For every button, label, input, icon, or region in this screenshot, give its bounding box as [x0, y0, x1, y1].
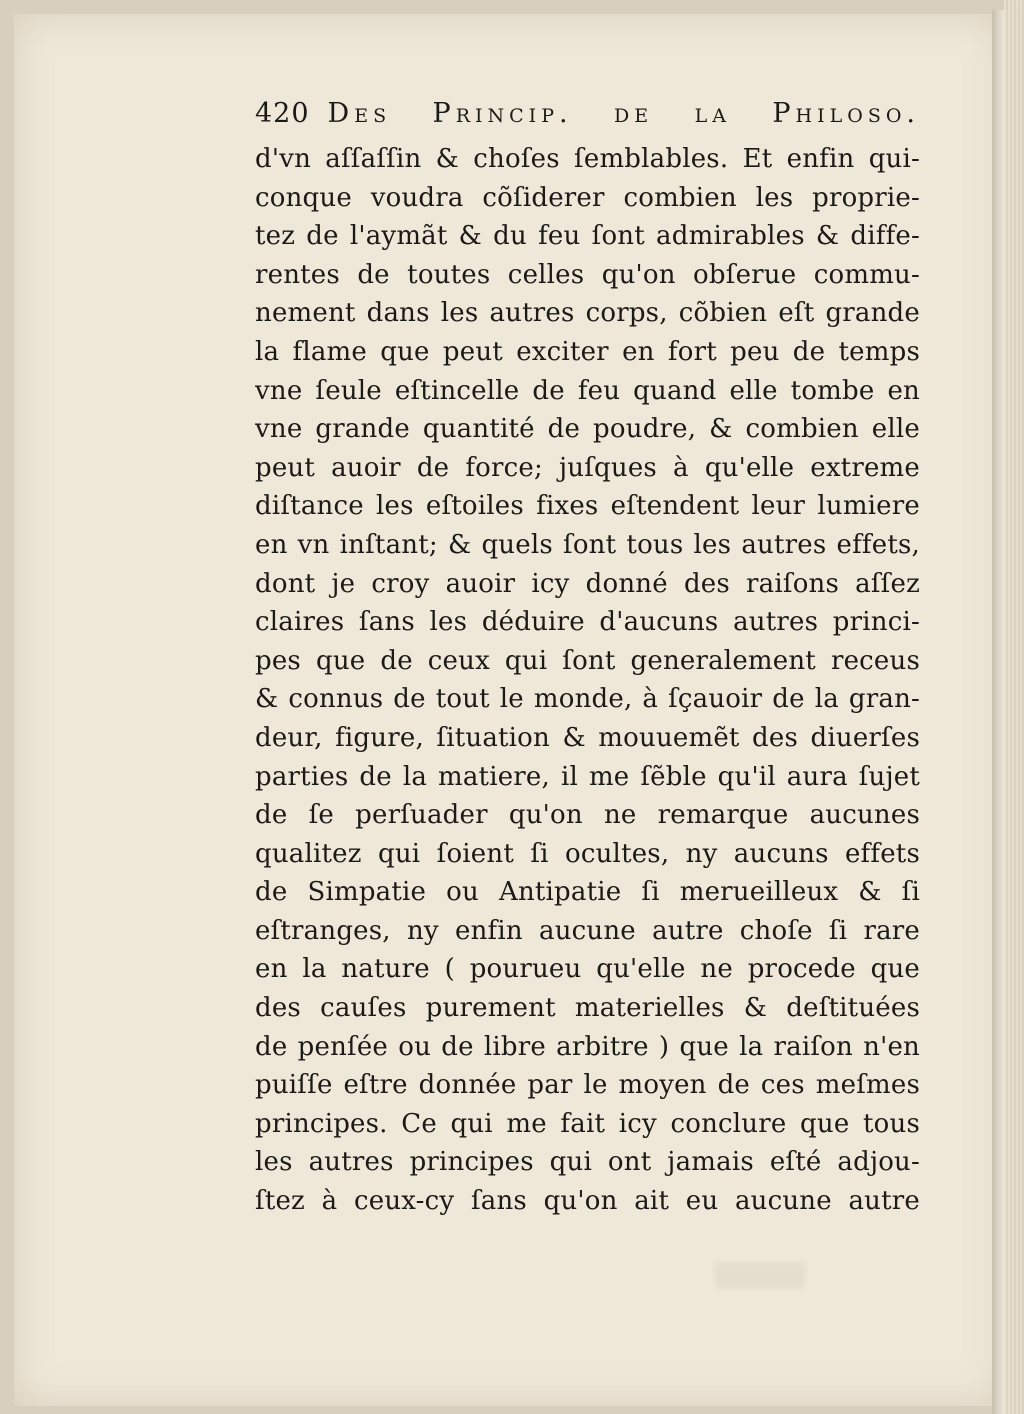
text-line: vne ſeule eſtincelle de feu quand elle tombe en — [255, 375, 920, 406]
page-number: 420 — [255, 98, 310, 129]
text-line: deur, figure, ſituation & mouuemẽt des diuerſes — [255, 722, 920, 753]
text-block — [255, 98, 920, 1221]
text-line: eſtranges, ny enfin aucune autre choſe ſi rare — [255, 915, 920, 946]
text-line: claires ſans les déduire d'aucuns autres princi- — [255, 607, 920, 638]
text-line: la flame que peut exciter en fort peu de temps — [255, 336, 920, 367]
text-line: diſtance les eſtoiles fixes eſtendent leur lumiere — [255, 491, 920, 522]
text-line: de Simpatie ou Antipatie ſi merueilleux & ſi — [255, 877, 920, 908]
text-line: d'vn aſſaſſin & choſes ſemblables. Et enfin qui- — [255, 144, 920, 174]
text-line: principes. Ce qui me fait icy conclure que tous — [255, 1108, 920, 1139]
text-line: puiſſe eſtre donnée par le moyen de ces meſmes — [255, 1070, 920, 1101]
text-line: de penſée ou de libre arbitre ) que la raiſon n'en — [255, 1031, 920, 1062]
text-line: & connus de tout le monde, à ſçauoir de la gran- — [255, 684, 920, 715]
text-line: ſtez à ceux-cy ſans qu'on ait eu aucune autre — [255, 1186, 920, 1217]
text-line: dont je croy auoir icy donné des raiſons aſſez — [255, 568, 920, 599]
running-head — [255, 98, 920, 140]
text-line: conque voudra cõſiderer combien les proprie- — [255, 182, 920, 213]
text-line: en la nature ( pourueu qu'elle ne procede que — [255, 954, 920, 985]
text-line: peut auoir de force; juſques à qu'elle extreme — [255, 452, 920, 483]
text-line: pes que de ceux qui ſont generalement receus — [255, 645, 920, 676]
text-line: les autres principes qui ont jamais eſté adjou- — [255, 1147, 920, 1178]
text-line: vne grande quantité de poudre, & combien elle — [255, 414, 920, 445]
page-edges — [1004, 0, 1024, 1414]
text-line: nement dans les autres corps, cõbien eſt grande — [255, 298, 920, 329]
show-through-smudge — [715, 1262, 805, 1288]
text-line: de ſe perſuader qu'on ne remarque aucunes — [255, 800, 920, 831]
text-line: en vn inſtant; & quels ſont tous les autres effets, — [255, 529, 920, 560]
running-title: Des Princip. de la Philoso. — [327, 98, 920, 129]
text-line: rentes de toutes celles qu'on obſerue commu- — [255, 259, 920, 290]
text-line: qualitez qui ſoient ſi ocultes, ny aucuns effets — [255, 838, 920, 869]
text-line: parties de la matiere, il me ſẽble qu'il aura ſujet — [255, 761, 920, 792]
text-line: tez de l'aymãt & du feu ſont admirables & diffe- — [255, 221, 920, 252]
text-line: des cauſes purement materielles & deſtituées — [255, 993, 920, 1024]
